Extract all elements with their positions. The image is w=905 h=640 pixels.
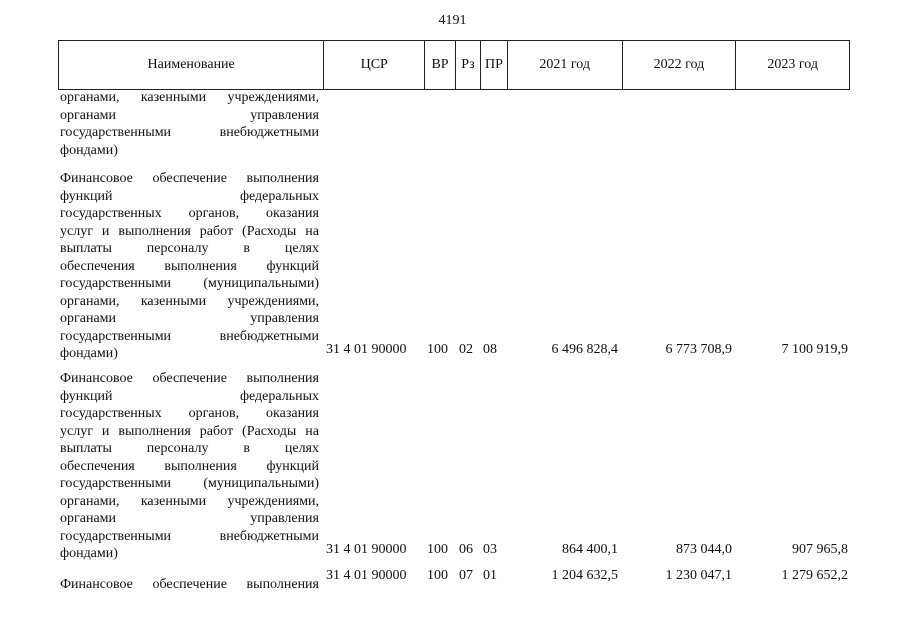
header-2023: 2023 год (735, 41, 849, 89)
name-line: выплаты персоналу в целях (60, 441, 319, 456)
header-rz: Рз (455, 41, 480, 89)
pr-cell: 03 (483, 542, 497, 557)
value-2022: 6 773 708,9 (665, 342, 732, 357)
csr-cell: 31 4 01 90000 (326, 542, 407, 557)
rz-cell: 07 (459, 568, 473, 583)
name-line: услуг и выполнения работ (Расходы на (60, 423, 319, 439)
header-name: Наименование (147, 57, 235, 72)
name-line: обеспечения выполнения функций (60, 258, 319, 274)
name-line: Финансовое обеспечение выполнения (60, 171, 319, 186)
value-2023: 1 279 652,2 (781, 568, 848, 583)
rz-cell: 02 (459, 342, 473, 357)
name-line: государственными внебюджетными (60, 125, 319, 140)
name-line: функций федеральных (60, 388, 319, 404)
name-line: государственными внебюджетными (60, 528, 319, 544)
vr-cell: 100 (427, 568, 448, 583)
page-number: 4191 (438, 13, 467, 28)
name-line: Финансовое обеспечение выполнения (60, 371, 319, 386)
vr-cell: 100 (427, 342, 448, 357)
header-2022: 2022 год (622, 41, 736, 89)
name-line: государственными (муниципальными) (60, 476, 319, 491)
name-line: функций федеральных (60, 188, 319, 204)
name-line: обеспечения выполнения функций (60, 458, 319, 474)
name-line: услуг и выполнения работ (Расходы на (60, 223, 319, 239)
name-line: фондами) (60, 142, 118, 158)
name-line: органами управления (60, 311, 319, 326)
pr-cell: 01 (483, 568, 497, 583)
header-vr: ВР (424, 41, 455, 89)
name-line: государственными (муниципальными) (60, 276, 319, 291)
name-line: выплаты персоналу в целях (60, 241, 319, 256)
vr-cell: 100 (427, 542, 448, 557)
name-line: органами, казенными учреждениями, (60, 90, 319, 105)
value-2021: 6 496 828,4 (551, 342, 618, 357)
header-pr: ПР (480, 41, 507, 89)
rz-cell: 06 (459, 542, 473, 557)
value-2021: 864 400,1 (562, 542, 618, 557)
name-line: органами, казенными учреждениями, (60, 293, 319, 309)
row-name-continued (60, 89, 319, 159)
name-line: органами, казенными учреждениями, (60, 493, 319, 509)
name-line: фондами) (60, 546, 118, 561)
name-line: органами управления (60, 107, 319, 123)
csr-cell: 31 4 01 90000 (326, 568, 407, 583)
name-line: Финансовое обеспечение выполнения (60, 577, 319, 592)
name-line: органами управления (60, 511, 319, 526)
name-line: государственных органов, оказания (60, 206, 319, 221)
name-line: государственными внебюджетными (60, 328, 319, 344)
value-2022: 1 230 047,1 (665, 568, 732, 583)
row-name (60, 370, 319, 563)
name-line: государственных органов, оказания (60, 406, 319, 421)
row-name (60, 170, 319, 363)
header-2021: 2021 год (507, 41, 622, 89)
name-line: фондами) (60, 346, 118, 361)
csr-cell: 31 4 01 90000 (326, 342, 407, 357)
value-2022: 873 044,0 (676, 542, 732, 557)
header-csr: ЦСР (323, 41, 424, 89)
value-2023: 907 965,8 (792, 542, 848, 557)
value-2023: 7 100 919,9 (781, 342, 848, 357)
pr-cell: 08 (483, 342, 497, 357)
value-2021: 1 204 632,5 (551, 568, 618, 583)
table-header (58, 40, 850, 90)
row-name (60, 576, 319, 594)
